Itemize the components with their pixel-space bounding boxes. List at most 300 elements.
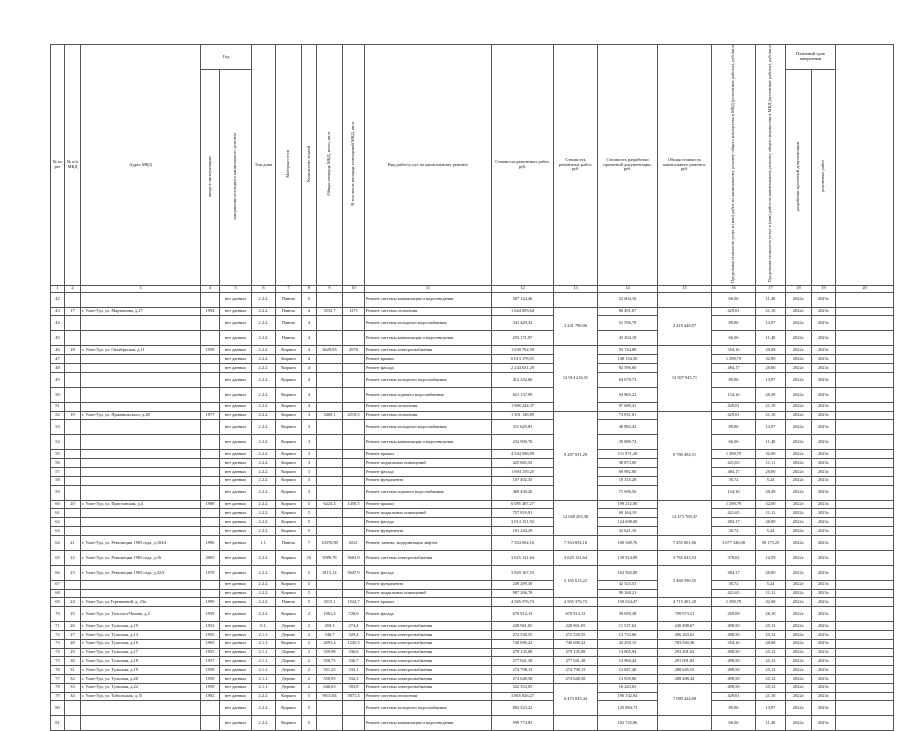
row-number-cell: 57 [51, 468, 65, 477]
floors-cell: 2 [302, 683, 317, 692]
column-number: 20 [836, 285, 894, 292]
deadline-repair-cell: 2023г. [812, 307, 836, 316]
wall-material-cell: Дерево [276, 631, 302, 640]
deadline-design-cell: 2022г. [786, 435, 812, 450]
house-type-cell: 2.2.2. [252, 307, 276, 316]
address-cell [81, 589, 201, 598]
design-cost-cell: 94 865,22 [598, 387, 658, 402]
year-commission-cell [201, 509, 220, 518]
wall-material-cell: Панель [276, 331, 302, 346]
empty-cell [836, 580, 894, 589]
limit-design-cell: 14,59 [756, 550, 786, 565]
wall-material-cell: Панель [276, 292, 302, 307]
work-type-cell: Ремонт системы отопления [365, 402, 492, 411]
deadline-repair-cell: 2023г. [812, 402, 836, 411]
work-type-cell: Ремонт системы холодного водоснабжения [365, 701, 492, 716]
work-type-cell: Ремонт фасада [365, 518, 492, 527]
house-type-cell: 2.2.2. [252, 598, 276, 607]
premises-area-cell [343, 476, 365, 485]
table-row [51, 476, 894, 485]
address-cell [81, 292, 201, 307]
repair-cost-total-cell: 7 354 692,16 [554, 535, 598, 550]
design-cost-cell: 102 725,86 [598, 716, 658, 731]
floors-cell: 5 [302, 565, 317, 580]
limit-design-cell: 20,68 [756, 639, 786, 648]
address-cell [81, 459, 201, 468]
year-last-repair-cell: нет данных [220, 387, 252, 402]
repair-cost-total-cell: 12 914 216,31 [554, 346, 598, 411]
total-area-cell: 9011,04 [317, 692, 343, 701]
work-type-cell: Ремонт системы электроснабжения [365, 346, 492, 355]
limit-design-cell: 13,97 [756, 372, 786, 387]
year-commission-cell: 1959 [201, 607, 220, 622]
table-row [51, 550, 894, 565]
repair-cost-cell: 107 402,35 [492, 476, 554, 485]
row-number-cell: 47 [51, 355, 65, 364]
empty-cell [836, 535, 894, 550]
design-cost-cell: 39 059,38 [598, 607, 658, 622]
wall-material-cell: Кирпич [276, 500, 302, 509]
column-number: 19 [812, 285, 836, 292]
repair-cost-cell: 274 648,58 [492, 675, 554, 684]
wall-material-cell: Кирпич [276, 565, 302, 580]
header-deadline-group: Плановый срок завершения [786, 45, 836, 70]
limit-design-cell: 11,40 [756, 716, 786, 731]
deadline-design-cell: 2022г. [786, 639, 812, 648]
year-commission-cell: 1952 [201, 622, 220, 631]
limit-design-cell: 13,97 [756, 316, 786, 331]
floors-cell: 5 [302, 509, 317, 518]
wall-material-cell: Панель [276, 316, 302, 331]
premises-area-cell [343, 372, 365, 387]
total-cost-cell: 4 715 401,20 [658, 598, 712, 607]
floors-cell: 4 [302, 387, 317, 402]
limit-design-cell: 32,00 [756, 355, 786, 364]
floors-cell: 5 [302, 701, 317, 716]
house-type-cell: 2.2.2. [252, 459, 276, 468]
row-number-cell: 42 [51, 292, 65, 307]
year-last-repair-cell: нет данных [220, 500, 252, 509]
work-type-cell: Ремонт системы холодного водоснабжения [365, 372, 492, 387]
deadline-repair-cell: 2023г. [812, 387, 836, 402]
year-last-repair-cell: нет данных [220, 535, 252, 550]
year-last-repair-cell: нет данных [220, 657, 252, 666]
address-cell [81, 468, 201, 477]
repair-cost-cell: 6 013 178,91 [492, 355, 554, 364]
floors-cell: 5 [302, 589, 317, 598]
address-cell [81, 476, 201, 485]
table-row [51, 657, 894, 666]
mkd-number-cell [65, 372, 81, 387]
mkd-number-cell: 20 [65, 500, 81, 509]
design-cost-cell: 43 250,15 [598, 639, 658, 648]
year-last-repair-cell: нет данных [220, 476, 252, 485]
house-type-cell: 2.2.2. [252, 527, 276, 536]
floors-cell: 10 [302, 550, 317, 565]
table-row [51, 402, 894, 411]
limit-repair-cell: 429,01 [712, 307, 756, 316]
repair-cost-cell: 341 429,32 [492, 316, 554, 331]
repair-cost-total-cell: 670 914,13 [554, 607, 598, 622]
limit-design-cell: 20,68 [756, 346, 786, 355]
table-row [51, 535, 894, 550]
deadline-design-cell: 2022г. [786, 527, 812, 536]
mkd-number-cell: 26 [65, 622, 81, 631]
deadline-design-cell: 2022г. [786, 565, 812, 580]
address-cell [81, 355, 201, 364]
table-row [51, 331, 894, 346]
premises-area-cell [343, 435, 365, 450]
address-cell [81, 316, 201, 331]
table-row [51, 450, 894, 459]
year-commission-cell [201, 701, 220, 716]
deadline-design-cell: 2022г. [786, 675, 812, 684]
row-number-cell: 53 [51, 420, 65, 435]
table-row [51, 518, 894, 527]
year-commission-cell [201, 485, 220, 500]
table-row [51, 387, 894, 402]
table-row [51, 639, 894, 648]
total-cost-cell: 3 765 043,53 [658, 550, 712, 565]
house-type-cell: 1.1. [252, 535, 276, 550]
total-cost-cell [658, 292, 712, 307]
year-last-repair-cell: нет данных [220, 468, 252, 477]
limit-design-cell: 25,12 [756, 648, 786, 657]
wall-material-cell: Кирпич [276, 346, 302, 355]
table-row [51, 355, 894, 364]
premises-area-cell [343, 420, 365, 435]
limit-design-cell: 11,40 [756, 435, 786, 450]
year-last-repair-cell: нет данных [220, 364, 252, 373]
year-last-repair-cell: нет данных [220, 607, 252, 622]
limit-repair-cell: 429,01 [712, 692, 756, 701]
year-commission-cell [201, 292, 220, 307]
row-number-cell: 55 [51, 450, 65, 459]
mkd-number-cell: 21 [65, 535, 81, 550]
header-floors: Количество этажей [302, 45, 317, 286]
table-row [51, 411, 894, 420]
limit-repair-cell: 429,01 [712, 411, 756, 420]
house-type-cell: 2.1.1. [252, 648, 276, 657]
column-number: 6 [252, 285, 276, 292]
design-cost-cell: 13 839,86 [598, 675, 658, 684]
year-commission-cell: 1994 [201, 307, 220, 316]
table-body [51, 292, 894, 731]
total-area-cell: 558,75 [317, 657, 343, 666]
house-type-cell: 2.2.2. [252, 589, 276, 598]
header-house-type: Тип дома [252, 45, 276, 286]
deadline-repair-cell: 2023г. [812, 346, 836, 355]
house-type-cell: 2.2.2. [252, 692, 276, 701]
deadline-design-cell: 2022г. [786, 411, 812, 420]
address-cell [81, 387, 201, 402]
total-cost-cell: 9 780 494,51 [658, 411, 712, 500]
header-wall-material: Материал стен [276, 45, 302, 286]
repair-cost-cell: 469 430,26 [492, 485, 554, 500]
wall-material-cell: Кирпич [276, 364, 302, 373]
repair-cost-total-cell: 9 287 031,29 [554, 411, 598, 500]
floors-cell: 2 [302, 657, 317, 666]
year-last-repair-cell: нет данных [220, 316, 252, 331]
row-number-cell: 73 [51, 639, 65, 648]
year-last-repair-cell: нет данных [220, 639, 252, 648]
column-number: 12 [492, 285, 554, 292]
design-cost-cell: 100 349,76 [598, 535, 658, 550]
column-number: 10 [343, 285, 365, 292]
deadline-repair-cell: 2023г. [812, 657, 836, 666]
deadline-repair-cell: 2023г. [812, 692, 836, 701]
work-type-cell: Ремонт системы горячего водоснабжения [365, 387, 492, 402]
house-type-cell: 2.2.2. [252, 485, 276, 500]
limit-design-cell: 11,11 [756, 459, 786, 468]
repair-cost-total-cell: 5 165 613,22 [554, 565, 598, 598]
column-number: 4 [201, 285, 220, 292]
total-area-cell: 550,95 [317, 675, 343, 684]
table-row [51, 716, 894, 731]
mkd-number-cell: 19 [65, 411, 81, 420]
limit-design-cell: 13,97 [756, 701, 786, 716]
year-last-repair-cell: нет данных [220, 648, 252, 657]
mkd-number-cell: 23 [65, 565, 81, 580]
row-number-cell: 76 [51, 666, 65, 675]
address-cell [81, 580, 201, 589]
design-cost-cell: 92 596,60 [598, 364, 658, 373]
total-cost-cell: 709 973,51 [658, 607, 712, 622]
floors-cell: 3 [302, 420, 317, 435]
house-type-cell: 2.2.2. [252, 346, 276, 355]
empty-cell [836, 402, 894, 411]
design-cost-cell: 42 523,53 [598, 580, 658, 589]
limit-design-cell: 20,00 [756, 364, 786, 373]
limit-design-cell: 5,24 [756, 580, 786, 589]
year-last-repair-cell: нет данных [220, 485, 252, 500]
house-type-cell: 2.2.2. [252, 331, 276, 346]
address-cell: г. Улан-Удэ, ул. Революции 1905 года, д.104А [81, 535, 201, 550]
table-row [51, 509, 894, 518]
repair-cost-cell: 232 900,70 [492, 435, 554, 450]
wall-material-cell: Кирпич [276, 716, 302, 731]
repair-cost-total-cell: 228 961,05 [554, 622, 598, 631]
deadline-design-cell: 2022г. [786, 292, 812, 307]
year-last-repair-cell: нет данных [220, 701, 252, 716]
limit-repair-cell: 498,50 [712, 666, 756, 675]
design-cost-cell: 139 914,89 [598, 550, 658, 565]
work-type-cell: Ремонт фасада [365, 364, 492, 373]
repair-cost-total-cell: 272 530,55 [554, 631, 598, 640]
header-total-cost: Общая стоимость капитального ремонта, руб. [658, 45, 712, 286]
row-number-cell: 50 [51, 387, 65, 402]
design-cost-cell: 38 873,00 [598, 459, 658, 468]
address-cell [81, 509, 201, 518]
column-number: 1 [51, 285, 65, 292]
deadline-design-cell: 2022г. [786, 657, 812, 666]
deadline-design-cell: 2022г. [786, 420, 812, 435]
deadline-design-cell: 2022г. [786, 387, 812, 402]
design-cost-cell: 162 302,80 [598, 565, 658, 580]
wall-material-cell: Панель [276, 598, 302, 607]
limit-design-cell: 25,12 [756, 631, 786, 640]
repair-cost-cell: 670 914,13 [492, 607, 554, 622]
work-type-cell: Ремонт фасада [365, 468, 492, 477]
total-cost-cell: 783 940,38 [658, 639, 712, 648]
deadline-design-cell: 2022г. [786, 509, 812, 518]
premises-area-cell [343, 509, 365, 518]
work-type-cell: Ремонт системы электроснабжения [365, 657, 492, 666]
header-year-group: Год [201, 45, 252, 70]
deadline-design-cell: 2022г. [786, 459, 812, 468]
empty-cell [836, 666, 894, 675]
floors-cell: 3 [302, 411, 317, 420]
year-commission-cell [201, 316, 220, 331]
limit-repair-cell: 421,65 [712, 459, 756, 468]
row-number-cell: 65 [51, 550, 65, 565]
repair-cost-cell: 6 085 487,27 [492, 500, 554, 509]
floors-cell: 5 [302, 292, 317, 307]
repair-cost-cell: 3 625 121,64 [492, 550, 554, 565]
limit-design-cell: 20,49 [756, 485, 786, 500]
limit-design-cell: 25,12 [756, 683, 786, 692]
address-cell: г. Улан-Удэ, ул. Мартынова, д.27 [81, 307, 201, 316]
column-number: 9 [317, 285, 343, 292]
mkd-number-cell: 32 [65, 675, 81, 684]
year-commission-cell [201, 459, 220, 468]
deadline-design-cell: 2022г. [786, 535, 812, 550]
header-limit-repair: Предельная стоимость услуг и (или) работ по капитальному ремонту общего имущества в МКД (ремонтные работы), руб./кв.м [712, 45, 756, 286]
row-number-cell: 54 [51, 435, 65, 450]
year-commission-cell [201, 476, 220, 485]
deadline-repair-cell: 2023г. [812, 550, 836, 565]
premises-area-cell: 329,4 [343, 631, 365, 640]
table-row [51, 701, 894, 716]
total-cost-cell: 293 201,02 [658, 648, 712, 657]
column-number: 2 [65, 285, 81, 292]
total-area-cell: 6223,4 [317, 500, 343, 509]
work-type-cell: Ремонт системы электроснабжения [365, 683, 492, 692]
repair-cost-cell: 274 798,13 [492, 666, 554, 675]
row-number-cell: 52 [51, 411, 65, 420]
header-year-last-repair: завершения последнего капитального ремонта [220, 70, 252, 286]
limit-repair-cell: 1 298,79 [712, 500, 756, 509]
year-commission-cell: 1958 [201, 346, 220, 355]
repair-cost-cell: 4 565 376,73 [492, 598, 554, 607]
wall-material-cell: Кирпич [276, 509, 302, 518]
address-cell [81, 435, 201, 450]
table-row [51, 485, 894, 500]
column-number: 3 [81, 285, 201, 292]
limit-repair-cell: 3 677 346,08 [712, 535, 756, 550]
mkd-number-cell: 34 [65, 692, 81, 701]
row-number-cell: 74 [51, 648, 65, 657]
house-type-cell: 2.1.1. [252, 631, 276, 640]
total-cost-cell: 286 263,61 [658, 631, 712, 640]
mkd-number-cell [65, 435, 81, 450]
repair-cost-cell: 255 171,97 [492, 331, 554, 346]
year-commission-cell [201, 435, 220, 450]
work-type-cell: Ремонт фундамента [365, 580, 492, 589]
row-number-cell: 59 [51, 485, 65, 500]
header-repair-cost-total: Стоимость ремонтных работ, руб. [554, 45, 598, 286]
year-commission-cell [201, 387, 220, 402]
year-commission-cell [201, 420, 220, 435]
limit-design-cell: 25,12 [756, 675, 786, 684]
limit-design-cell: 13,97 [756, 420, 786, 435]
deadline-design-cell: 2022г. [786, 364, 812, 373]
deadline-repair-cell: 2023г. [812, 631, 836, 640]
house-type-cell: 2.2.2. [252, 402, 276, 411]
wall-material-cell: Панель [276, 535, 302, 550]
repair-cost-cell: 307 124,46 [492, 292, 554, 307]
work-type-cell: Ремонт системы электроснабжения [365, 675, 492, 684]
year-commission-cell: 1958 [201, 675, 220, 684]
limit-design-cell: 21,10 [756, 692, 786, 701]
year-last-repair-cell: нет данных [220, 598, 252, 607]
limit-repair-cell: 89,06 [712, 316, 756, 331]
year-last-repair-cell: нет данных [220, 683, 252, 692]
repair-cost-cell: 4 544 596,09 [492, 450, 554, 459]
row-number-cell: 67 [51, 580, 65, 589]
repair-cost-cell: 599 774,82 [492, 716, 554, 731]
address-cell [81, 485, 201, 500]
empty-cell [836, 716, 894, 731]
work-type-cell: Ремонт системы электроснабжения [365, 666, 492, 675]
empty-cell [836, 307, 894, 316]
premises-area-cell [343, 527, 365, 536]
year-last-repair-cell: нет данных [220, 292, 252, 307]
deadline-repair-cell: 2023г. [812, 355, 836, 364]
year-commission-cell [201, 580, 220, 589]
column-number: 11 [365, 285, 492, 292]
deadline-design-cell: 2022г. [786, 598, 812, 607]
row-number-cell: 62 [51, 518, 65, 527]
column-number: 17 [756, 285, 786, 292]
row-number-cell: 66 [51, 565, 65, 580]
deadline-design-cell: 2022г. [786, 346, 812, 355]
house-type-cell: 2.2.2. [252, 355, 276, 364]
table-row [51, 468, 894, 477]
deadline-repair-cell: 2023г. [812, 598, 836, 607]
row-number-cell: 78 [51, 683, 65, 692]
address-cell [81, 372, 201, 387]
total-area-cell: 10376,98 [317, 535, 343, 550]
repair-cost-cell: 425 665,52 [492, 459, 554, 468]
empty-cell [836, 500, 894, 509]
premises-area-cell: 5647,9 [343, 565, 365, 580]
deadline-repair-cell: 2023г. [812, 589, 836, 598]
house-type-cell: 2.2.2. [252, 701, 276, 716]
address-cell [81, 402, 201, 411]
empty-cell [836, 450, 894, 459]
work-type-cell: Ремонт фасада [365, 565, 492, 580]
deadline-repair-cell: 2023г. [812, 675, 836, 684]
empty-cell [836, 316, 894, 331]
repair-cost-cell: 3 929 167,53 [492, 565, 554, 580]
table-row [51, 622, 894, 631]
year-commission-cell [201, 468, 220, 477]
table-row [51, 346, 894, 355]
table-row [51, 589, 894, 598]
year-last-repair-cell: нет данных [220, 580, 252, 589]
year-last-repair-cell: нет данных [220, 372, 252, 387]
address-cell: г. Улан-Удэ, ул.Терешковой, д. 23а [81, 598, 201, 607]
row-number-cell: 64 [51, 535, 65, 550]
year-commission-cell: 1982 [201, 692, 220, 701]
deadline-repair-cell: 2023г. [812, 527, 836, 536]
address-cell: г. Улан-Удэ, ул. Пристанская, д.4 [81, 500, 201, 509]
mkd-number-cell [65, 364, 81, 373]
premises-area-cell: 2519,5 [343, 411, 365, 420]
empty-cell [836, 657, 894, 666]
mkd-number-cell: 24 [65, 598, 81, 607]
